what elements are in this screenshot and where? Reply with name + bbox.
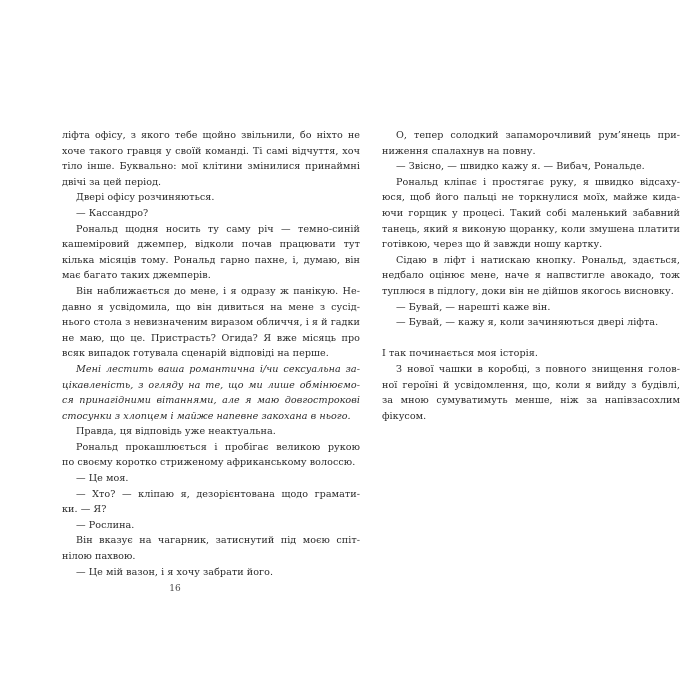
text-line: фікусом.	[382, 410, 427, 422]
text-line: ної героїні й усвідомлення, що, коли я вийду з будівлі,	[382, 379, 680, 391]
text-line: Сідаю в ліфт і натискаю кнопку. Рональд, здається,	[396, 254, 680, 266]
text-line: — Бувай, — нарешті каже він.	[396, 301, 551, 313]
right-page-text	[382, 128, 680, 424]
text-line: З нової чашки в коробці, з повного знищення голов-	[396, 363, 680, 375]
text-line: ючи горщик у процесі. Такий собі маленький забавний	[382, 207, 680, 219]
text-line: хоче такого гравця у своїй команді. Ті самі відчуття, хоч	[62, 145, 360, 157]
text-line: ки. — Я?	[62, 504, 107, 516]
text-line: всяк випадок готувала сценарій відповіді на перше.	[62, 348, 329, 360]
text-line: — Кассандро?	[76, 207, 149, 219]
text-line: стосунки з хлопцем і майже напевне закохана в нього.	[62, 410, 351, 422]
text-line: ліфта офісу, з якого тебе щойно звільнили, бо ніхто не	[62, 130, 360, 141]
text-line: готівкою, через що й завжди ношу картку.	[382, 239, 603, 251]
text-line: туплюся в підлогу, доки він не дійшов якогось висновку.	[382, 285, 674, 297]
text-line: цікавленість, з огляду на те, що ми лише обмінюємо-	[62, 379, 360, 391]
text-line: — Звісно, — швидко кажу я. — Вибач, Рональде.	[396, 161, 645, 173]
text-line: — Рослина.	[76, 519, 135, 531]
text-line: не маю, що це. Пристрасть? Огида? Я вже місяць про	[62, 332, 360, 344]
text-line: О, тепер солодкий запаморочливий рум’янець при-	[396, 130, 680, 141]
text-line: недбало оцінює мене, наче я напвстигле авокадо, тож	[382, 270, 680, 282]
text-line: ся принагідними вітаннями, але я маю довгострокові	[62, 395, 360, 407]
text-line: двічі за цей період.	[62, 176, 162, 188]
text-line: Мені лестить ваша романтична і/чи сексуальна за-	[76, 363, 360, 375]
text-line: — Бувай, — кажу я, коли зачиняються двері ліфта.	[396, 317, 659, 329]
text-line: Він наближається до мене, і я одразу ж панікую. Не-	[76, 285, 360, 297]
text-line: ниження спалахнув на повну.	[382, 145, 536, 157]
text-line: — Це моя.	[76, 473, 129, 485]
text-line: Двері офісу розчиняються.	[76, 192, 215, 204]
left-page-text	[62, 128, 360, 580]
text-line: Він вказує на чагарник, затиснутий під моєю спіт-	[76, 535, 360, 547]
text-line: тіло інше. Буквально: мої клітини змінилися принаймні	[62, 161, 360, 173]
text-line: Рональд кліпає і простягає руку, я швидко відсаху-	[396, 176, 680, 188]
text-line: кілька місяців тому. Рональд гарно пахне, і, думаю, він	[62, 254, 360, 266]
text-line: за мною сумуватимуть менше, ніж за напівзасохлим	[382, 395, 680, 407]
text-line: — Це мій вазон, і я хочу забрати його.	[76, 566, 274, 578]
text-line: має багато таких джемперів.	[62, 270, 211, 282]
text-line: — Хто? — кліпаю я, дезорієнтована щодо грамати-	[76, 488, 360, 500]
text-line: нього стола з невизначеним виразом обличчя, і я й гадки	[62, 317, 360, 329]
text-line: І так починається моя історія.	[382, 348, 538, 360]
text-line: Рональд щодня носить ту саму річ — темно-синій	[76, 223, 360, 235]
text-line: давно я усвідомила, що він дивиться на мене з сусід-	[62, 301, 360, 313]
page-number: 16	[169, 584, 181, 594]
text-line: танець, який я виконую щоранку, коли змушена платити	[382, 223, 680, 235]
text-line: Правда, ця відповідь уже неактуальна.	[76, 426, 276, 438]
text-line: по своєму коротко стриженому африканському волоссю.	[62, 457, 356, 469]
text-line: юся, щоб його пальці не торкнулися моїх, майже кида-	[382, 192, 680, 204]
section-gap	[382, 331, 680, 347]
text-line: кашеміровий джемпер, відколи почав працювати тут	[62, 239, 360, 251]
text-line: нілою пахвою.	[62, 551, 136, 563]
text-line: Рональд прокашлюється і пробігає великою рукою	[76, 441, 360, 453]
